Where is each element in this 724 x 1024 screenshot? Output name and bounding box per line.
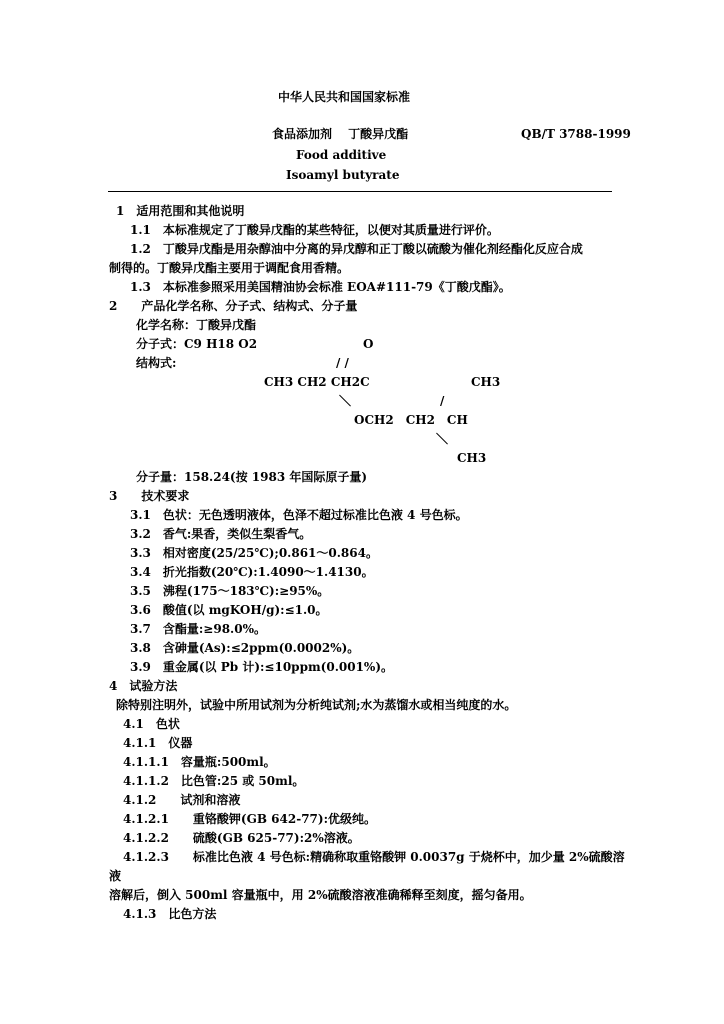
clause-4-1: 4.1 色状: [123, 717, 180, 731]
struct-ester-chain: OCH2 CH2 CH: [354, 413, 468, 427]
section-3-title: 3 技术要求: [109, 489, 190, 503]
product-name-en-1: Food additive: [296, 148, 387, 162]
requirement-3-1: 3.1 色状：无色透明液体，色泽不超过标准比色液 4 号色标。: [130, 508, 468, 522]
clause-4-1-1-2: 4.1.1.2 比色管:25 或 50ml。: [123, 774, 305, 788]
clause-1-3: 1.3 本标准参照采用美国精油协会标准 EOA#111-79《丁酸戊酯》。: [130, 280, 511, 294]
test-method-intro: 除特别注明外，试验中所用试剂为分析纯试剂;水为蒸馏水或相当纯度的水。: [116, 698, 517, 712]
product-name-cn: 食品添加剂 丁酸异戊酯: [272, 127, 409, 141]
requirement-3-5: 3.5 沸程(175～183℃):≥95%。: [130, 584, 330, 598]
national-standard-title: 中华人民共和国国家标准: [278, 90, 411, 104]
requirement-3-3: 3.3 相对密度(25/25℃);0.861～0.864。: [130, 546, 378, 560]
clause-4-1-1: 4.1.1 仪器: [123, 736, 193, 750]
clause-4-1-2-3-line3: 溶解后，倒入 500ml 容量瓶中，用 2%硫酸溶液准确稀释至刻度，摇匀备用。: [109, 888, 532, 902]
struct-bond-down: ＼: [339, 394, 352, 408]
molecular-weight: 分子量：158.24(按 1983 年国际原子量): [136, 470, 368, 484]
clause-1-2-line2: 制得的。丁酸异戊酯主要用于调配食用香精。: [109, 261, 350, 275]
requirement-3-7: 3.7 含酯量:≥98.0%。: [130, 622, 266, 636]
struct-bond-down-2: ＼: [436, 432, 449, 446]
structure-label: 结构式:: [136, 356, 177, 370]
clause-4-1-1-1: 4.1.1.1 容量瓶:500ml。: [123, 755, 276, 769]
clause-4-1-2-3-line1: 4.1.2.3 标准比色液 4 号色标:精确称取重铬酸钾 0.0037g 于烧杯中，加少量 2%硫酸溶: [123, 850, 625, 864]
clause-1-1: 1.1 本标准规定了丁酸异戊酯的某些特征，以便对其质量进行评价。: [130, 223, 499, 237]
section-2-title: 2 产品化学名称、分子式、结构式、分子量: [109, 299, 358, 313]
section-4-title: 4 试验方法: [109, 679, 178, 693]
chemical-name: 化学名称：丁酸异戊酯: [136, 318, 257, 332]
clause-4-1-2-2: 4.1.2.2 硫酸(GB 625-77):2%溶液。: [123, 831, 360, 845]
requirement-3-9: 3.9 重金属(以 Pb 计):≤10ppm(0.001%)。: [130, 660, 393, 674]
struct-ch3-top: CH3: [471, 375, 501, 389]
struct-ch3-bottom: CH3: [457, 451, 487, 465]
clause-4-1-2-3-line2: 液: [109, 869, 122, 883]
struct-oxygen: O: [363, 337, 374, 351]
section-1-title: 1 适用范围和其他说明: [116, 204, 245, 218]
requirement-3-4: 3.4 折光指数(20℃):1.4090～1.4130。: [130, 565, 374, 579]
requirement-3-2: 3.2 香气:果香，类似生梨香气。: [130, 527, 312, 541]
clause-1-2-line1: 1.2 丁酸异戊酯是用杂醇油中分离的异戊醇和正丁酸以硫酸为催化剂经酯化反应合成: [130, 242, 583, 256]
requirement-3-6: 3.6 酸值(以 mgKOH/g):≤1.0。: [130, 603, 328, 617]
requirement-3-8: 3.8 含砷量(As):≤2ppm(0.0002%)。: [130, 641, 360, 655]
clause-4-1-2-1: 4.1.2.1 重铬酸钾(GB 642-77):优级纯。: [123, 812, 377, 826]
header-divider: [108, 191, 612, 192]
molecular-formula: 分子式：C9 H18 O2: [136, 337, 258, 351]
standard-code: QB/T 3788-1999: [521, 127, 631, 141]
product-name-en-2: Isoamyl butyrate: [286, 168, 400, 182]
struct-chain: CH3 CH2 CH2C: [264, 375, 370, 389]
struct-double-bond: / /: [336, 356, 349, 370]
clause-4-1-3: 4.1.3 比色方法: [123, 907, 217, 921]
clause-4-1-2: 4.1.2 试剂和溶液: [123, 793, 241, 807]
struct-bond-up: /: [440, 394, 445, 408]
